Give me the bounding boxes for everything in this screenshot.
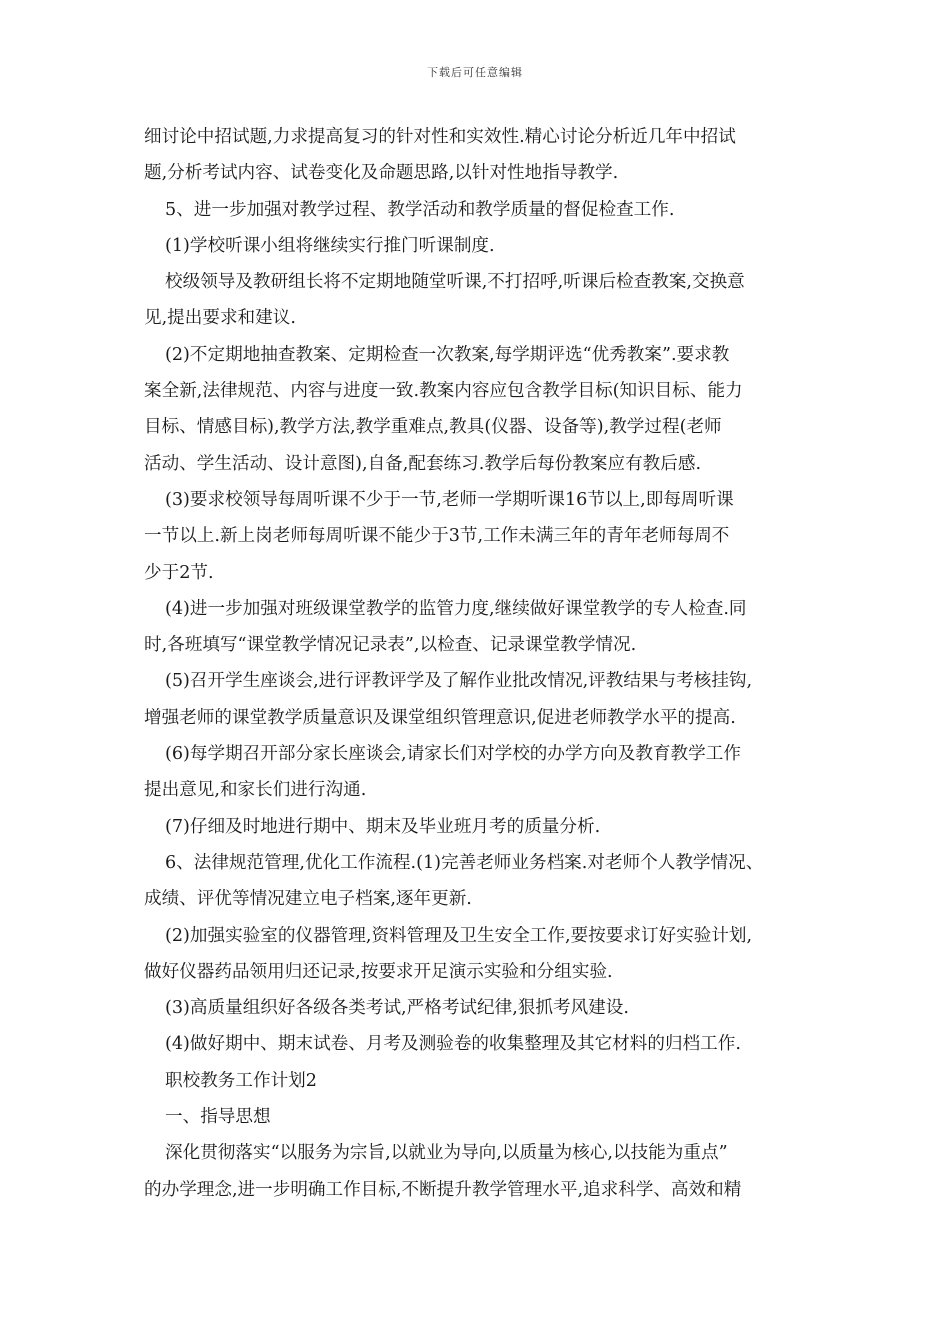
text-line: 的办学理念,进一步明确工作目标,不断提升教学管理水平,追求科学、高效和精 <box>144 1179 742 1200</box>
text-line: (6)每学期召开部分家长座谈会,请家长们对学校的办学方向及教育教学工作 <box>165 744 741 765</box>
text-line: 细讨论中招试题,力求提高复习的针对性和实效性.精心讨论分析近几年中招试 <box>144 127 736 147</box>
text-line: 提出意见,和家长们进行沟通. <box>144 780 367 801</box>
text-line: 6、法律规范管理,优化工作流程.(1)完善老师业务档案.对老师个人教学情况、 <box>165 852 764 873</box>
text-line: 案全新,法律规范、内容与进度一致.教案内容应包含教学目标(知识目标、能力 <box>144 381 743 402</box>
text-line: 一节以上.新上岗老师每周听课不能少于3节,工作未满三年的青年老师每周不 <box>144 526 730 547</box>
text-line: 增强老师的课堂教学质量意识及课堂组织管理意识,促进老师教学水平的提高. <box>144 707 736 728</box>
page-header: 下载后可任意编辑 <box>427 66 523 79</box>
text-line: (5)召开学生座谈会,进行评教评学及了解作业批改情况,评教结果与考核挂钩, <box>165 671 753 692</box>
text-line: (4)进一步加强对班级课堂教学的监管力度,继续做好课堂教学的专人检查.同 <box>165 598 747 619</box>
text-line: (2)不定期地抽查教案、定期检查一次教案,每学期评选“优秀教案”.要求教 <box>165 344 730 365</box>
text-line: 一、指导思想 <box>165 1107 271 1128</box>
text-line: 时,各班填写“课堂教学情况记录表”,以检查、记录课堂教学情况. <box>144 635 637 656</box>
text-line: (3)高质量组织好各级各类考试,严格考试纪律,狠抓考风建设. <box>165 998 629 1019</box>
text-line: 深化贯彻落实“以服务为宗旨,以就业为导向,以质量为核心,以技能为重点” <box>165 1143 728 1164</box>
text-line: (3)要求校领导每周听课不少于一节,老师一学期听课16节以上,即每周听课 <box>165 489 734 510</box>
text-line: 职校教务工作计划2 <box>165 1070 317 1091</box>
text-line: 活动、学生活动、设计意图),自备,配套练习.教学后每份教案应有教后感. <box>144 453 702 474</box>
text-line: 校级领导及教研组长将不定期地随堂听课,不打招呼,听课后检查教案,交换意 <box>165 272 745 293</box>
text-line: 目标、情感目标),教学方法,教学重难点,教具(仪器、设备等),教学过程(老师 <box>144 417 722 438</box>
text-line: 成绩、评优等情况建立电子档案,逐年更新. <box>144 889 472 910</box>
text-line: (2)加强实验室的仪器管理,资料管理及卫生安全工作,要按要求订好实验计划, <box>165 925 753 946</box>
text-line: (7)仔细及时地进行期中、期末及毕业班月考的质量分析. <box>165 816 601 837</box>
text-line: (4)做好期中、期末试卷、月考及测验卷的收集整理及其它材料的归档工作. <box>165 1034 741 1055</box>
text-line: 见,提出要求和建议. <box>144 308 296 329</box>
text-line: 少于2节. <box>144 562 214 583</box>
text-line: 5、进一步加强对教学过程、教学活动和教学质量的督促检查工作. <box>165 199 675 220</box>
document-body <box>144 119 812 1208</box>
text-line: (1)学校听课小组将继续实行推门听课制度. <box>165 235 495 256</box>
text-line: 做好仪器药品领用归还记录,按要求开足演示实验和分组实验. <box>144 961 613 982</box>
text-line: 题,分析考试内容、试卷变化及命题思路,以针对性地指导教学. <box>144 163 619 184</box>
